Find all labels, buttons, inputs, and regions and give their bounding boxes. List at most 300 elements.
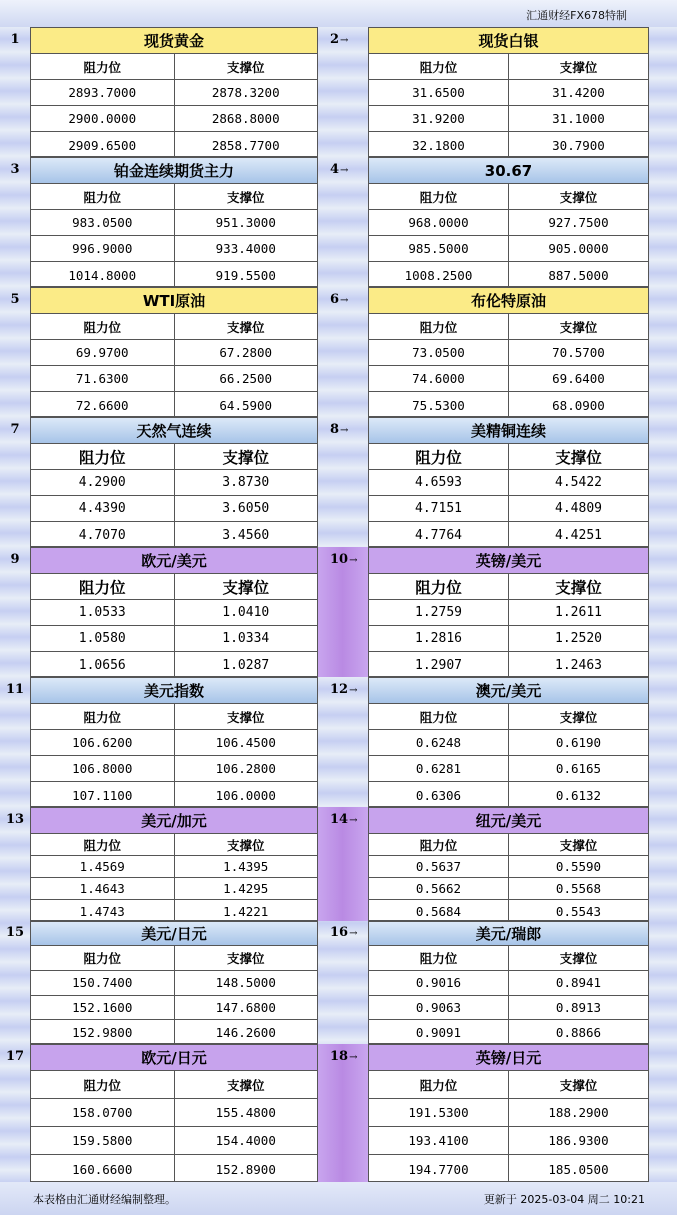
panel-number xyxy=(318,812,368,827)
arrow-right-icon: → xyxy=(340,425,349,436)
support-header: 支撑位 xyxy=(555,578,602,597)
support-value: 0.8913 xyxy=(555,999,602,1015)
panel-number xyxy=(0,422,30,437)
resistance-value: 1.2816 xyxy=(369,626,509,651)
support-value: 4.4251 xyxy=(555,527,602,543)
panel-number-text: 3 xyxy=(10,162,20,177)
panel-title: 英镑/日元 xyxy=(369,1045,648,1071)
table-row xyxy=(31,626,317,652)
support-value: 1.4395 xyxy=(223,859,269,874)
panel-title: 现货白银 xyxy=(369,28,648,54)
panel-title: 铂金连续期货主力 xyxy=(31,158,317,184)
support-header: 支撑位 xyxy=(226,950,265,966)
resistance-value: 4.4390 xyxy=(31,496,175,521)
table-row xyxy=(369,756,648,782)
panel-title: 30.67 xyxy=(369,158,648,184)
table-header-row xyxy=(369,704,648,730)
resistance-header: 阻力位 xyxy=(369,184,509,209)
panel-title: 现货黄金 xyxy=(31,28,317,54)
resistance-value: 106.6200 xyxy=(31,730,175,755)
arrow-right-icon: → xyxy=(349,1052,358,1063)
resistance-header: 阻力位 xyxy=(31,184,175,209)
support-value: 4.5422 xyxy=(555,475,602,490)
table-row xyxy=(369,80,648,106)
resistance-value: 4.6593 xyxy=(369,470,509,495)
arrow-right-icon: → xyxy=(349,685,358,696)
resistance-value: 73.0500 xyxy=(369,340,509,365)
panel-number-text: 18 xyxy=(330,1049,349,1064)
support-value: 0.8866 xyxy=(555,1025,602,1041)
table-header-row xyxy=(31,184,317,210)
support-value: 1.0410 xyxy=(222,605,270,620)
table-row xyxy=(31,522,317,547)
resistance-value: 1.0533 xyxy=(31,600,175,625)
support-header: 支撑位 xyxy=(559,950,598,966)
table-row xyxy=(369,496,648,522)
support-value: 148.5000 xyxy=(215,975,276,991)
table-row xyxy=(369,340,648,366)
resistance-value: 0.5684 xyxy=(369,900,509,921)
resistance-header: 阻力位 xyxy=(369,834,509,855)
support-header: 支撑位 xyxy=(559,319,598,335)
support-header: 支撑位 xyxy=(559,59,598,75)
resistance-value: 152.9800 xyxy=(31,1020,175,1044)
panel-number-text: 1 xyxy=(10,32,20,47)
table-row xyxy=(31,340,317,366)
quote-panel xyxy=(368,547,649,677)
table-row xyxy=(369,971,648,996)
resistance-value: 0.5637 xyxy=(369,856,509,877)
resistance-header: 阻力位 xyxy=(369,1071,509,1098)
table-header-row xyxy=(31,314,317,340)
support-value: 2868.8000 xyxy=(211,111,280,126)
resistance-value: 1008.2500 xyxy=(369,262,509,287)
support-value: 30.7900 xyxy=(552,137,605,153)
resistance-value: 160.6600 xyxy=(31,1155,175,1182)
table-row xyxy=(31,730,317,756)
table-row xyxy=(369,996,648,1021)
panel-number-text: 14 xyxy=(330,812,349,827)
table-row xyxy=(369,782,648,807)
quote-panel xyxy=(30,677,318,807)
resistance-value: 75.5300 xyxy=(369,392,509,417)
table-row xyxy=(369,900,648,921)
table-header-row xyxy=(369,834,648,856)
panel-number xyxy=(318,1049,368,1064)
resistance-value: 0.9016 xyxy=(369,971,509,995)
quote-panel xyxy=(30,547,318,677)
table-row xyxy=(369,236,648,262)
panel-number-text: 7 xyxy=(10,422,20,437)
resistance-value: 150.7400 xyxy=(31,971,175,995)
resistance-value: 193.4100 xyxy=(369,1127,509,1154)
table-row xyxy=(31,878,317,900)
table-row xyxy=(31,106,317,132)
arrow-right-icon: → xyxy=(349,555,358,566)
table-header-row xyxy=(369,314,648,340)
support-value: 66.2500 xyxy=(219,371,273,386)
resistance-header: 阻力位 xyxy=(369,704,509,729)
support-value: 106.0000 xyxy=(215,787,276,803)
resistance-value: 996.9000 xyxy=(31,236,175,261)
table-header-row xyxy=(369,946,648,971)
table-row xyxy=(369,626,648,652)
resistance-value: 1.4743 xyxy=(31,900,175,921)
table-row xyxy=(31,782,317,807)
support-value: 186.9300 xyxy=(548,1133,609,1148)
panel-title: 天然气连续 xyxy=(31,418,317,444)
panel-number-text: 2 xyxy=(330,32,340,47)
table-row xyxy=(369,1155,648,1182)
support-value: 0.8941 xyxy=(555,975,602,991)
resistance-value: 72.6600 xyxy=(31,392,175,417)
resistance-value: 1.0656 xyxy=(31,652,175,677)
support-value: 70.5700 xyxy=(552,345,605,360)
support-value: 1.0287 xyxy=(222,657,270,673)
table-header-row xyxy=(31,704,317,730)
quote-panel xyxy=(368,677,649,807)
support-value: 1.0334 xyxy=(222,631,270,646)
arrow-right-icon: → xyxy=(340,35,349,46)
panel-number-text: 16 xyxy=(330,925,349,940)
resistance-value: 107.1100 xyxy=(31,782,175,807)
quote-panel xyxy=(368,287,649,417)
panel-title: 美精铜连续 xyxy=(369,418,648,444)
panel-number-text: 11 xyxy=(5,682,25,697)
table-row xyxy=(31,80,317,106)
quote-panel xyxy=(30,807,318,921)
table-row xyxy=(31,856,317,878)
resistance-value: 194.7700 xyxy=(369,1155,509,1182)
panel-number-text: 12 xyxy=(330,682,349,697)
quote-panel xyxy=(30,27,318,157)
panel-title: 欧元/日元 xyxy=(31,1045,317,1071)
resistance-value: 4.7070 xyxy=(31,522,175,547)
arrow-right-icon: → xyxy=(349,928,358,939)
resistance-value: 2900.0000 xyxy=(31,106,175,131)
panel-number xyxy=(0,682,30,697)
support-value: 106.4500 xyxy=(215,735,276,750)
header-title: 汇通财经FX678特制 xyxy=(526,9,627,22)
table-row xyxy=(31,900,317,921)
resistance-header: 阻力位 xyxy=(369,946,509,970)
resistance-header: 阻力位 xyxy=(369,54,509,79)
resistance-value: 1.4643 xyxy=(31,878,175,899)
table-header-row xyxy=(31,834,317,856)
resistance-header: 阻力位 xyxy=(369,574,509,599)
quote-panel xyxy=(30,417,318,547)
footer xyxy=(0,1182,677,1215)
support-value: 31.1000 xyxy=(552,111,605,126)
arrow-right-icon: → xyxy=(340,295,349,306)
table-header-row xyxy=(369,54,648,80)
resistance-value: 985.5000 xyxy=(369,236,509,261)
table-row xyxy=(31,262,317,287)
resistance-header: 阻力位 xyxy=(31,704,175,729)
support-value: 1.4221 xyxy=(223,903,269,919)
support-value: 146.2600 xyxy=(215,1025,276,1041)
resistance-value: 71.6300 xyxy=(31,366,175,391)
panel-number-text: 5 xyxy=(10,292,20,307)
table-row xyxy=(31,236,317,262)
panel-number-text: 6 xyxy=(330,292,340,307)
table-row xyxy=(31,1099,317,1127)
support-value: 0.5543 xyxy=(555,903,602,919)
support-value: 147.6800 xyxy=(215,999,276,1015)
table-row xyxy=(369,392,648,417)
resistance-value: 4.2900 xyxy=(31,470,175,495)
table-row xyxy=(31,470,317,496)
resistance-value: 0.9063 xyxy=(369,996,509,1020)
middle-divider xyxy=(317,1044,368,1182)
support-value: 4.4809 xyxy=(555,501,602,516)
resistance-value: 1.2759 xyxy=(369,600,509,625)
resistance-value: 4.7764 xyxy=(369,522,509,547)
panel-number xyxy=(0,812,30,827)
arrow-right-icon: → xyxy=(340,165,349,176)
table-row xyxy=(369,106,648,132)
resistance-value: 69.9700 xyxy=(31,340,175,365)
arrow-right-icon: → xyxy=(349,815,358,826)
resistance-value: 31.6500 xyxy=(369,80,509,105)
support-header: 支撑位 xyxy=(226,709,265,725)
panel-title: 美元/加元 xyxy=(31,808,317,834)
resistance-value: 1.0580 xyxy=(31,626,175,651)
table-row xyxy=(31,756,317,782)
support-value: 905.0000 xyxy=(548,241,609,256)
table-row xyxy=(369,470,648,496)
support-value: 69.6400 xyxy=(552,371,605,386)
panel-number-text: 9 xyxy=(10,552,20,567)
table-row xyxy=(31,210,317,236)
support-value: 155.4800 xyxy=(215,1105,276,1120)
table-header-row xyxy=(369,574,648,600)
support-header: 支撑位 xyxy=(559,1077,598,1093)
support-value: 1.4295 xyxy=(223,881,269,896)
support-value: 2878.3200 xyxy=(211,85,280,100)
support-header: 支撑位 xyxy=(559,189,598,205)
quote-panel xyxy=(30,921,318,1044)
support-value: 951.3000 xyxy=(215,215,276,230)
support-header: 支撑位 xyxy=(226,1077,265,1093)
support-header: 支撑位 xyxy=(222,448,269,467)
panel-number-text: 13 xyxy=(5,812,25,827)
support-value: 31.4200 xyxy=(552,85,605,100)
resistance-value: 1014.8000 xyxy=(31,262,175,287)
table-row xyxy=(369,366,648,392)
resistance-value: 1.4569 xyxy=(31,856,175,877)
panel-number xyxy=(318,682,368,697)
quote-panel xyxy=(30,1044,318,1182)
table-row xyxy=(31,1127,317,1155)
table-row xyxy=(369,878,648,900)
support-value: 106.2800 xyxy=(215,761,276,776)
table-header-row xyxy=(31,54,317,80)
resistance-value: 0.6306 xyxy=(369,782,509,807)
footer-note: 本表格由汇通财经编制整理。 xyxy=(33,1193,176,1206)
support-value: 3.6050 xyxy=(222,501,270,516)
support-value: 0.6190 xyxy=(555,735,602,750)
support-header: 支撑位 xyxy=(559,837,598,853)
table-row xyxy=(369,522,648,547)
quote-panel xyxy=(368,27,649,157)
resistance-value: 0.6281 xyxy=(369,756,509,781)
resistance-header: 阻力位 xyxy=(31,444,175,469)
resistance-value: 152.1600 xyxy=(31,996,175,1020)
table-row xyxy=(369,856,648,878)
table-row xyxy=(369,730,648,756)
panel-title: 纽元/美元 xyxy=(369,808,648,834)
panel-title: 美元/瑞郎 xyxy=(369,922,648,946)
support-value: 887.5000 xyxy=(548,267,609,283)
support-header: 支撑位 xyxy=(226,837,265,853)
header-bar xyxy=(0,0,677,27)
panel-title: 美元指数 xyxy=(31,678,317,704)
support-value: 0.6165 xyxy=(555,761,602,776)
quote-panel xyxy=(30,157,318,287)
support-value: 152.8900 xyxy=(215,1161,276,1177)
resistance-value: 106.8000 xyxy=(31,756,175,781)
panel-number xyxy=(318,925,368,940)
panel-number xyxy=(318,162,368,177)
panel-number xyxy=(318,552,368,567)
resistance-value: 2893.7000 xyxy=(31,80,175,105)
table-row xyxy=(31,996,317,1021)
table-header-row xyxy=(369,444,648,470)
panel-number xyxy=(318,32,368,47)
quote-panel xyxy=(368,417,649,547)
support-value: 1.2463 xyxy=(555,657,602,673)
panel-title: 欧元/美元 xyxy=(31,548,317,574)
resistance-header: 阻力位 xyxy=(31,314,175,339)
panel-number xyxy=(0,552,30,567)
panel-title: 布伦特原油 xyxy=(369,288,648,314)
resistance-value: 4.7151 xyxy=(369,496,509,521)
panel-number-text: 4 xyxy=(330,162,340,177)
table-header-row xyxy=(31,444,317,470)
table-row xyxy=(31,971,317,996)
table-row xyxy=(31,652,317,677)
footer-updated: 更新于 2025-03-04 周二 10:21 xyxy=(483,1193,645,1206)
resistance-value: 0.6248 xyxy=(369,730,509,755)
resistance-value: 31.9200 xyxy=(369,106,509,131)
resistance-value: 2909.6500 xyxy=(31,132,175,157)
panel-title: 澳元/美元 xyxy=(369,678,648,704)
resistance-value: 32.1800 xyxy=(369,132,509,157)
support-value: 3.8730 xyxy=(222,475,270,490)
table-row xyxy=(369,652,648,677)
table-header-row xyxy=(31,946,317,971)
support-value: 933.4000 xyxy=(215,241,276,256)
panel-number xyxy=(318,422,368,437)
table-row xyxy=(31,1020,317,1044)
support-header: 支撑位 xyxy=(222,578,269,597)
table-row xyxy=(369,132,648,157)
resistance-value: 0.9091 xyxy=(369,1020,509,1044)
panel-number xyxy=(0,162,30,177)
panel-number-text: 15 xyxy=(5,925,25,940)
support-header: 支撑位 xyxy=(226,59,265,75)
resistance-value: 191.5300 xyxy=(369,1099,509,1126)
support-value: 927.7500 xyxy=(548,215,609,230)
table-row xyxy=(369,1099,648,1127)
panel-title: 美元/日元 xyxy=(31,922,317,946)
support-value: 1.2611 xyxy=(555,605,602,620)
table-row xyxy=(31,600,317,626)
table-row xyxy=(369,1020,648,1044)
panel-title: WTI原油 xyxy=(31,288,317,314)
panel-title: 英镑/美元 xyxy=(369,548,648,574)
resistance-header: 阻力位 xyxy=(369,444,509,469)
support-value: 188.2900 xyxy=(548,1105,609,1120)
panel-number xyxy=(0,292,30,307)
panel-number xyxy=(0,1049,30,1064)
support-value: 64.5900 xyxy=(219,397,273,413)
quote-panel xyxy=(368,157,649,287)
support-value: 1.2520 xyxy=(555,631,602,646)
panel-number xyxy=(318,292,368,307)
quote-panel xyxy=(30,287,318,417)
table-header-row xyxy=(369,1071,648,1099)
support-value: 919.5500 xyxy=(215,267,276,283)
support-value: 0.5590 xyxy=(555,859,602,874)
resistance-header: 阻力位 xyxy=(31,946,175,970)
support-value: 185.0500 xyxy=(548,1161,609,1177)
resistance-header: 阻力位 xyxy=(369,314,509,339)
resistance-value: 158.0700 xyxy=(31,1099,175,1126)
resistance-header: 阻力位 xyxy=(31,834,175,855)
table-row xyxy=(369,600,648,626)
support-value: 0.5568 xyxy=(555,881,602,896)
resistance-header: 阻力位 xyxy=(31,54,175,79)
resistance-value: 159.5800 xyxy=(31,1127,175,1154)
table-row xyxy=(369,210,648,236)
table-header-row xyxy=(369,184,648,210)
support-value: 154.4000 xyxy=(215,1133,276,1148)
support-value: 3.4560 xyxy=(222,527,270,543)
resistance-value: 0.5662 xyxy=(369,878,509,899)
resistance-value: 983.0500 xyxy=(31,210,175,235)
resistance-header: 阻力位 xyxy=(31,1071,175,1098)
support-header: 支撑位 xyxy=(559,709,598,725)
support-header: 支撑位 xyxy=(226,189,265,205)
quote-panel xyxy=(368,921,649,1044)
table-header-row xyxy=(31,1071,317,1099)
panel-number xyxy=(0,925,30,940)
resistance-value: 968.0000 xyxy=(369,210,509,235)
panel-number xyxy=(0,32,30,47)
panel-number-text: 8 xyxy=(330,422,340,437)
support-header: 支撑位 xyxy=(555,448,602,467)
support-value: 0.6132 xyxy=(555,787,602,803)
resistance-value: 74.6000 xyxy=(369,366,509,391)
panel-number-text: 17 xyxy=(5,1049,25,1064)
support-value: 2858.7700 xyxy=(211,137,280,153)
panel-number-text: 10 xyxy=(330,552,349,567)
resistance-value: 1.2907 xyxy=(369,652,509,677)
table-header-row xyxy=(31,574,317,600)
support-value: 68.0900 xyxy=(552,397,605,413)
table-row xyxy=(369,1127,648,1155)
quote-panel xyxy=(368,1044,649,1182)
table-row xyxy=(31,132,317,157)
table-row xyxy=(369,262,648,287)
resistance-header: 阻力位 xyxy=(31,574,175,599)
table-row xyxy=(31,496,317,522)
quote-panel xyxy=(368,807,649,921)
table-row xyxy=(31,1155,317,1182)
table-row xyxy=(31,392,317,417)
